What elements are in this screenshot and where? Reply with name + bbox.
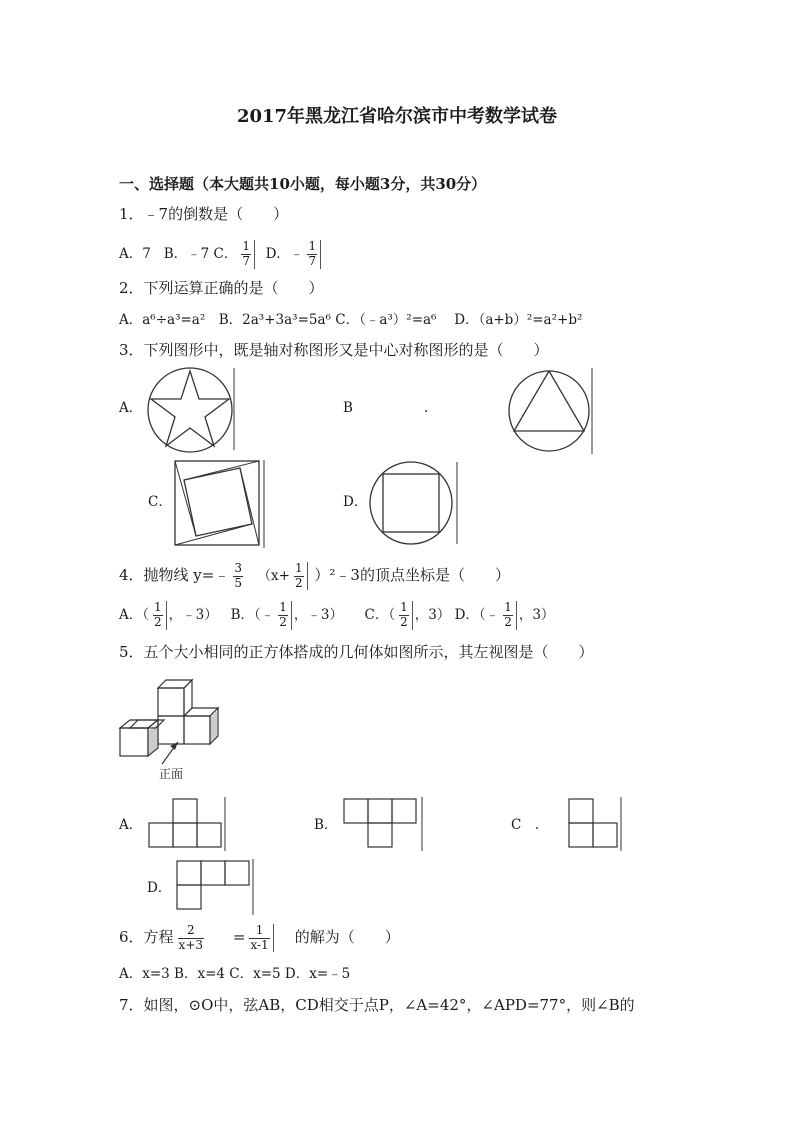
page-title: 2017年黑龙江省哈尔滨市中考数学试卷 xyxy=(236,106,558,127)
view-figure-d xyxy=(175,859,257,915)
option-a-rest: ，﹣3） xyxy=(168,607,218,623)
view-figure-c xyxy=(567,797,625,851)
front-label: 正面 xyxy=(159,767,184,781)
option-c: C．（ xyxy=(364,607,396,623)
option-c: C． xyxy=(213,245,238,262)
option-a: A． xyxy=(119,817,143,833)
option-b: B．﹣7 xyxy=(163,245,210,262)
question-6-stem xyxy=(119,920,400,954)
fraction: $\frac{1}{2}$ xyxy=(397,601,413,630)
question-2-stem: 2．下列运算正确的是（ ） xyxy=(119,279,324,297)
option-b: B． xyxy=(314,817,338,833)
question-3-stem: 3．下列图形中，既是轴对称图形又是中心对称图形的是（ ） xyxy=(119,341,549,359)
fraction: $\frac{1}{2}$ xyxy=(151,601,167,630)
square-in-circle-figure xyxy=(369,460,461,546)
question-2-options: A．a⁶÷a³=a² B．2a³+3a³=5a⁶ C．（﹣a³）²=a⁶ D．（a+b）²=a²+b² xyxy=(119,312,583,328)
option-d: D． xyxy=(147,880,172,896)
option-c-rest: ，3） xyxy=(414,607,451,623)
fraction: $\frac{1}{x-1}$ xyxy=(247,924,273,953)
star-in-circle-figure xyxy=(146,366,236,454)
view-figure-a xyxy=(147,797,229,851)
equals-sign: = xyxy=(232,928,246,946)
option-a: A． xyxy=(119,400,143,416)
question-7-stem: 7．如图，⊙O中，弦AB，CD相交于点P，∠A=42°，∠APD=77°，则∠B的 xyxy=(119,996,635,1014)
option-d: D．（﹣ xyxy=(454,607,500,623)
option-d: D． xyxy=(343,494,368,510)
option-d: D．﹣ xyxy=(265,245,304,262)
rotated-square-in-square-figure xyxy=(174,460,266,548)
option-b: B xyxy=(343,400,353,416)
stem-text: ）²﹣3的顶点坐标是（ ） xyxy=(314,566,510,584)
option-a: A．7 xyxy=(119,245,151,262)
fraction: $\frac{1}{7}$ xyxy=(305,240,321,269)
fraction: $\frac{1}{2}$ xyxy=(501,601,517,630)
question-4-options xyxy=(119,600,554,630)
option-c: C . xyxy=(511,817,540,833)
fraction: $\frac{1}{2}$ xyxy=(276,601,292,630)
stem-text: 4．抛物线 y=﹣ xyxy=(119,566,230,584)
view-figure-b xyxy=(342,797,426,851)
fraction: $\frac{3}{5}$ xyxy=(234,560,242,590)
section-heading: 一、选择题（本大题共10小题，每小题3分，共30分） xyxy=(119,175,487,193)
option-b: B．（﹣ xyxy=(230,607,275,623)
fraction: $\frac{2}{x+3}$ xyxy=(178,922,204,952)
question-1-options xyxy=(119,240,323,269)
triangle-in-circle-figure xyxy=(506,366,596,456)
option-d-rest: ，3） xyxy=(518,607,555,623)
option-b-rest: ，﹣3） xyxy=(293,607,344,623)
question-6-options: A．x=3 B．x=4 C．x=5 D．x=﹣5 xyxy=(119,966,351,982)
option-c: C． xyxy=(148,494,172,510)
stem-text: 6．方程 xyxy=(119,928,174,946)
question-5-stem: 5．五个大小相同的正方体搭成的几何体如图所示，其左视图是（ ） xyxy=(119,643,594,661)
option-a: A．（ xyxy=(119,607,149,623)
dot: . xyxy=(424,400,429,416)
fraction: $\frac{1}{2}$ xyxy=(292,562,308,591)
question-1-stem: 1．﹣7的倒数是（ ） xyxy=(119,205,289,223)
fraction: $\frac{1}{7}$ xyxy=(239,240,255,269)
stem-text: （x+ xyxy=(257,568,290,584)
question-4-stem xyxy=(119,560,510,591)
stem-text: 的解为（ ） xyxy=(294,928,400,946)
